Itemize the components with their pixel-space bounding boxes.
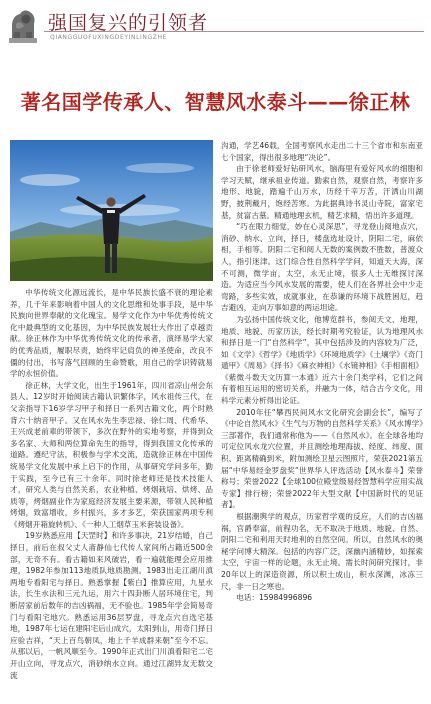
lion-statue-logo-icon	[6, 6, 40, 44]
paragraph: 中华传统文化源远流长，是中华民族长盛不衰的理论素养，几千年来影响着中国人的文化思维和处事手段，是中华民族向世界奉献的文化瑰宝。易学文化作为中华优秀传统文化中最典型的文化基因，为中华民族发展壮大作出了卓越贡献。徐正林作为中华优秀传统文化的传承者，演绎易学大家的优秀品质，履职尽责，始终牢记肩负的神圣使命，改良不僵的付出，书写落气回顾的生命赞歌，用自己的学识铸就易学的永恒价值。	[10, 288, 213, 379]
masthead	[0, 0, 431, 52]
contact-line	[221, 592, 423, 604]
contact-label: 电话：	[236, 593, 259, 603]
column-pinyin: QIANGGUOFUXINGDEYINLINGZHE	[50, 34, 167, 41]
paragraph: 徐正林，大学文化，出生于1961年，四川省凉山州会东县人。12岁时开始阅读古籍认识繁体字，风水祖传三代，在父亲指导下16岁学习甲子和择日一系列古籍文化，两个时熟背六十纳音甲子。又在风水先生李忠禄、徐仁周、代希华、王兴成老前辈的带领下，多次在野外的实地考察，并得到众多名家、大师和两位算命先生的指导，得到我国文化传承的道路。遵纪守法，积极参与学术交流，造就徐正林在中国传统易学文化发展中承上启下的作用，从事研究学问多年，勤于实践，至今已有三十余年。同时徐老师还是技术技能人才，研究人类与自然关系，农业种植、烤烟栽培、烘烤、品质等，烤烟副业作为家庭经济发展主要来源，带领人民种植烤烟，致富增收，乡村振兴，多才多艺，荣获国家两项专利《烤烟开箱旋转机》、《一种人工烟草玉米套装设备》。	[10, 380, 213, 529]
article-headline: 著名国学传承人、智慧风水泰斗——徐正林	[20, 90, 411, 114]
paragraph: 由于徐老师爱好钻研风水，脑海里有爱好风水的细胞和学习天赋，继承祖业传道。勤索自然，观察自然，考察许多地形、地貌，踏遍千山万水，历经千辛万苦，汗洒山川湖野，披荆戴月，饱经苦寒。为此据典诗书灵山寺院，富家宅基，贫富古墓。精通地理玄机，精艺求精，悟出许多道理。	[221, 164, 423, 220]
contact-phone: 15984996896	[258, 593, 313, 603]
paragraph: 沟通，学艺46载，全国考察风水走出二十三个省市和东南亚七个国家，得出很多地理“决论”。	[221, 141, 423, 162]
column-title: 强国复兴的引领者	[48, 12, 209, 34]
article-photo	[10, 140, 213, 281]
portrait-photo	[10, 140, 213, 281]
left-column	[10, 287, 213, 692]
right-column	[221, 140, 423, 692]
paragraph: “巧在眼力细觉，妙在心灵深思”，寻龙登山阅地点穴，消砂、纳水、立向，择日，楼盘选址设计，阴阳二宅，麻依相，手相等。阴阳二宅和阅人无数的案例数不胜数，普渡众人，指引迷津。这门综合性自然科学学问，知道天大海，深不可测，微学亩，太空，永无止境，很多人士无维探讨深造。为适应当今风水发展的需要，使人们在各界社会中少走弯路，多些实效，成就事业，在恭谦的环境下战胜困厄，趋吉避凶，走向万事如意的两运坦途。	[221, 222, 423, 313]
paragraph: 19岁熟悉应用【天罡时】和许多事决，21岁结婚，自己择日，前后在叔父丈人斋静仙七代传人家间所占籍近500余部，无奇不有。看古籍如来风破岩，看一遍就能理会应用推理，1982年参加113地质队地质勘测。1983出走江湖川滇两地专看阳宅与择日。熟悉掌握【紫白】推算应用，九星水法，长生水法和三元九运，用六十四卦断人居环境住宅，判断居家前后数年的吉凶祸福，无不验也。1985年学会简易奇门与看阳宅地穴。熟悉运用36层罗盘，寻龙点穴自选宅基地，1987年七运在建阳宅后山成穴，太阳到山，用奇门择日应验吉祥，“天上百鸟朝凤，地上千羊成群来朝”至今不忘。从那以后，一帆风顺至今。1990年正式出门川滇看阳宅二宅开山立向，寻龙点穴，消砂纳水立向。通过江湖异友无数交流	[10, 531, 213, 680]
paragraph: 为弘扬中国传统文化，他博览群书，参阅天文、地理，地质、地貌、历家历法，经长时期考究验证，认为地理风水和择日是一门“自然科学”，其中包括涉及的内容较为广泛，如《文学》《哲学》《地质学》《环境地质学》《土壤学》《奇门遁甲》《周易》《择书》《麻衣神相》《水镜神相》《手相面相》《紫微斗数天文历算一本通》近六十余门类学科，它们之间有着相互运用的密切关系，并融为一体，结合古今文化，用科学元素分析得出论证。	[221, 314, 423, 406]
paragraph: 根据潮舆学的观点，历家哲学观的反应，人们的吉凶福祸，官爵奉富，前程功名，无不取决于地质、地貌、自然、阴阳二宅和利用天时地利的自然空间。所以，自然风水的奥秘学问博大精深。包括的内容广泛，深幽内涵精妙，如探索太空，宇宙一样的论题，永无止境。需长时间研究探讨，非20年以上的深造资源，所以积土成山，积水深渊，冰冻三尺，非一日之寒也。	[221, 512, 423, 591]
paragraph: 2010年任“攀西民间风水文化研究会副会长”，编写了《中论自然风水》《生气与万物的自然科学关系》《风水博学》三部著作，我们通常称他为——《自然风水》。在全球各地均可定位风水龙穴位置，并且测绘地理海拔、经度、纬度、面积、距离精确到米，附加测绘卫星云图照片，荣获2021第五届“中华易经金罗盘奖”世界华人评选活动【风水泰斗】荣誉称号；荣誉2022【全球100位殿堂级易经智慧科学应用实战专家】排行榜；荣誉2022年大型文献【中国新时代的见证者】。	[221, 407, 423, 510]
